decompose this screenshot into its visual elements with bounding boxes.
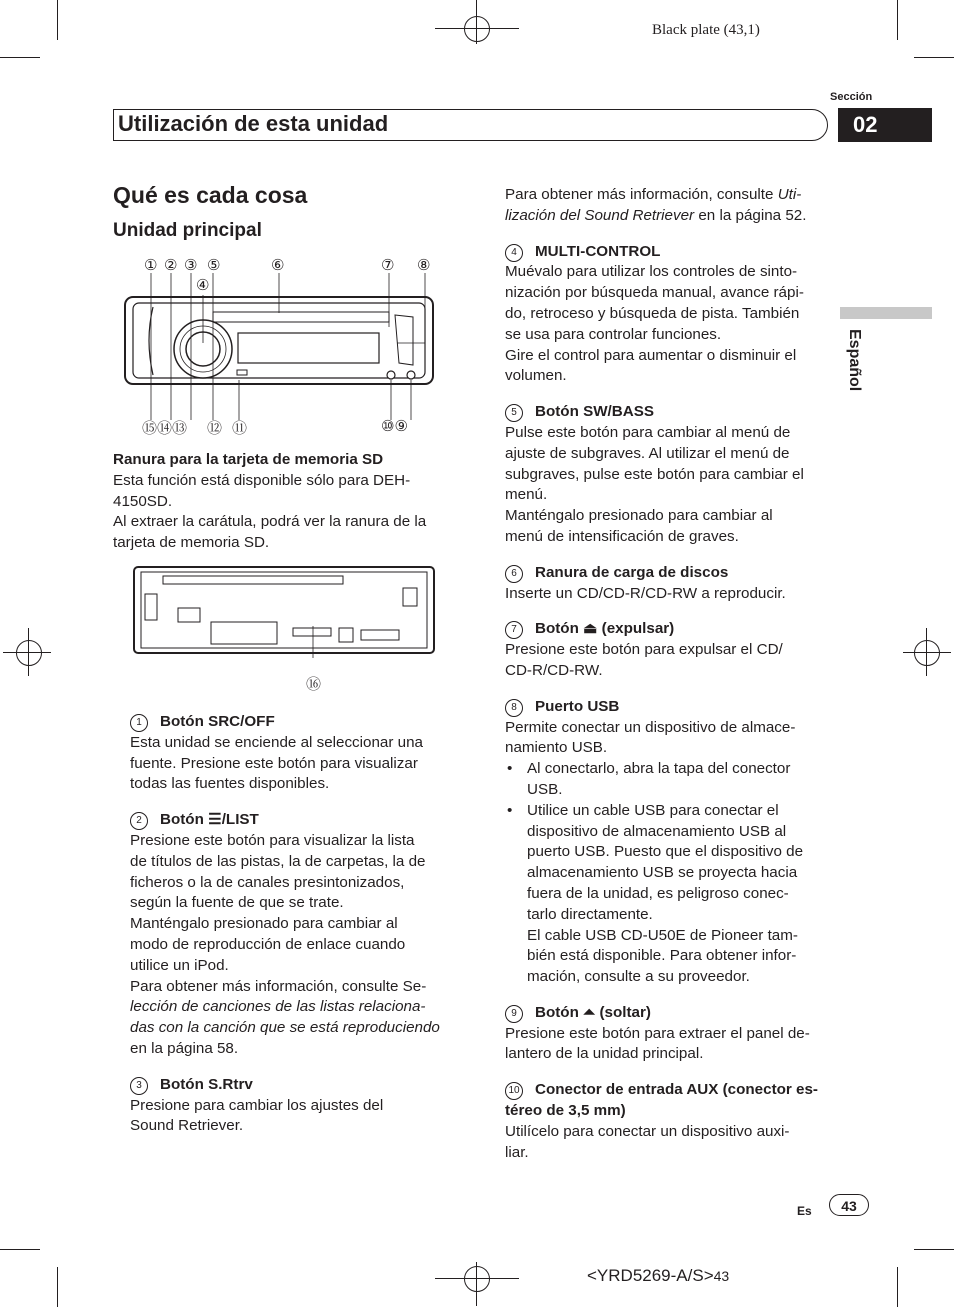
item-title: Puerto USB (535, 697, 620, 715)
item-title: téreo de 3,5 mm) (505, 1102, 626, 1120)
crop-mark (0, 1249, 40, 1250)
item-line: menú de intensificación de graves. (505, 527, 739, 545)
item-line: fuente. Presione este botón para visualizar (130, 754, 418, 772)
item-1 (130, 712, 460, 795)
crop-mark (914, 1249, 954, 1250)
chassis-drawing (133, 566, 435, 658)
bullet-line: mación, consulte a su proveedor. (527, 968, 750, 986)
item-number: 6 (505, 565, 523, 583)
item-line: Presione este botón para extraer el panel de- (505, 1024, 810, 1042)
item-line: de títulos de las pistas, la de carpetas, la de (130, 852, 426, 870)
callout-11: ⑪ (232, 419, 248, 437)
callout-16: ⑯ (306, 675, 322, 693)
item-line: CD-R/CD-RW. (505, 661, 603, 679)
item-line: Inserte un CD/CD-R/CD-RW a reproducir. (505, 584, 786, 602)
item-line: ajuste de subgraves. Al utilizar el menú de (505, 444, 790, 462)
sd-line: tarjeta de memoria SD. (113, 534, 270, 552)
bullet-line: tarlo directamente. (527, 905, 653, 923)
section-label: Sección (830, 91, 873, 103)
section-number: 02 (838, 108, 932, 142)
item-title: Botón SW/BASS (535, 403, 654, 421)
item-title: Botón ⏏ (expulsar) (535, 620, 675, 638)
item-3 (130, 1075, 460, 1137)
item-line: en la página 58. (130, 1039, 239, 1057)
item-number: 5 (505, 404, 523, 422)
page-title: Qué es cada cosa (113, 182, 308, 208)
item-title: Botón ⏶ (soltar) (535, 1003, 651, 1021)
item-line: utilice un iPod. (130, 956, 229, 974)
item-line: Utilícelo para conectar un dispositivo auxi- (505, 1122, 790, 1140)
item-7 (505, 619, 835, 681)
left-items (130, 712, 460, 1152)
item-line: ficheros o la de canales presintonizados, (130, 873, 405, 891)
item-title: Botón S.Rtrv (160, 1075, 253, 1093)
crop-mark (57, 0, 58, 40)
bullet-item (505, 801, 835, 988)
language-label: Español (846, 329, 863, 392)
sd-line: Esta función está disponible sólo para DEH- (113, 471, 411, 489)
item-line: namiento USB. (505, 739, 608, 757)
item-number: 9 (505, 1005, 523, 1023)
intro-italic: Uti- (777, 186, 802, 203)
item-number: 3 (130, 1077, 148, 1095)
crop-mark (897, 1267, 898, 1307)
page-number: 43 (829, 1194, 869, 1216)
section-title: Utilización de esta unidad (118, 111, 389, 136)
crop-mark (0, 57, 40, 58)
item-line: Esta unidad se enciende al seleccionar una (130, 733, 423, 751)
bullet-line: • Al conectarlo, abra la tapa del conector (527, 760, 791, 778)
callout-8: ⑧ (417, 256, 431, 274)
intro-italic: lización del Sound Retriever (505, 206, 695, 224)
language-tab (840, 307, 932, 319)
item-line: Para obtener más información, consulte Se- (130, 977, 427, 995)
bullet-line: puerto USB. Puesto que el dispositivo de (527, 843, 804, 861)
model-text: <YRD5269-A/S> (587, 1266, 714, 1285)
bullet-line: USB. (527, 780, 563, 798)
model-code (587, 1266, 729, 1286)
item-number: 4 (505, 244, 523, 262)
sd-title: Ranura para la tarjeta de memoria SD (113, 451, 384, 468)
item-line: volumen. (505, 367, 567, 385)
item-line: Gire el control para aumentar o disminuir el (505, 346, 797, 364)
item-line: modo de reproducción de enlace cuando (130, 935, 406, 953)
callout-3: ③ (184, 256, 198, 274)
page-subtitle: Unidad principal (113, 220, 262, 241)
item-9 (505, 1003, 835, 1065)
item-2 (130, 810, 460, 1060)
item-10 (505, 1080, 835, 1163)
item-line: todas las fuentes disponibles. (130, 775, 330, 793)
item-line: menú. (505, 486, 548, 504)
bullet-line: dispositivo de almacenamiento USB al (527, 822, 787, 840)
item-title: Botón ☰/LIST (160, 811, 259, 829)
item-line-italic: das con la canción que se está reproduciendo (130, 1019, 440, 1037)
item-number: 7 (505, 621, 523, 639)
head-unit-figure (113, 255, 443, 440)
bullet-line: fuera de la unidad, es peligroso conec- (527, 884, 789, 902)
sd-line: 4150SD. (113, 492, 173, 510)
item-title: MULTI-CONTROL (535, 242, 661, 260)
item-title: Botón SRC/OFF (160, 713, 275, 730)
item-line: lantero de la unidad principal. (505, 1045, 704, 1063)
bullet-line: bién está disponible. Para obtener infor- (527, 947, 797, 965)
callout-1: ① (144, 256, 158, 274)
item-number: 10 (505, 1082, 523, 1100)
item-line: liar. (505, 1143, 529, 1161)
item-4 (505, 242, 835, 388)
head-unit-drawing (113, 255, 443, 440)
item-title: Ranura de carga de discos (535, 563, 729, 581)
callout-7: ⑦ (381, 256, 395, 274)
model-page: 43 (713, 1268, 730, 1284)
bullet-line: • Utilice un cable USB para conectar el (527, 801, 779, 819)
item-line: Sound Retriever. (130, 1117, 244, 1135)
right-items (505, 185, 835, 1178)
item-8 (505, 697, 835, 988)
item-line: Pulse este botón para cambiar al menú de (505, 423, 791, 441)
item-line: Permite conectar un dispositivo de almace- (505, 718, 796, 736)
right-intro (505, 185, 835, 227)
bullet-line: El cable USB CD-U50E de Pioneer tam- (527, 926, 798, 944)
bullet-item (505, 759, 835, 801)
bullet-line: almacenamiento USB se proyecta hacia (527, 864, 798, 882)
crop-mark (57, 1267, 58, 1307)
plate-label: Black plate (43,1) (652, 22, 760, 38)
chassis-figure (133, 566, 435, 658)
sd-line: Al extraer la carátula, podrá ver la ranura de la (113, 513, 427, 531)
bullet-list (505, 759, 835, 988)
crop-mark (914, 57, 954, 58)
callout-15-14-13: ⑮⑭⑬ (142, 419, 188, 437)
item-line: nización por búsqueda manual, avance rápi- (505, 284, 804, 302)
item-title: Conector de entrada AUX (conector es- (535, 1081, 818, 1099)
item-line: se usa para controlar funciones. (505, 325, 722, 343)
language-code: Es (797, 1204, 812, 1218)
item-line: Manténgalo presionado para cambiar al (505, 507, 773, 525)
callout-5: ⑤ (207, 256, 221, 274)
item-line: Muévalo para utilizar los controles de sinto- (505, 263, 798, 281)
item-line: Manténgalo presionado para cambiar al (130, 915, 398, 933)
intro-text: en la página 52. (698, 206, 807, 224)
item-number: 2 (130, 812, 148, 830)
item-number: 1 (130, 714, 148, 732)
callout-6: ⑥ (271, 256, 285, 274)
item-line: do, retroceso y búsqueda de pista. También (505, 304, 800, 322)
item-line: según la fuente de que se trate. (130, 894, 344, 912)
callout-10-9: ⑩⑨ (381, 417, 408, 435)
callout-12: ⑫ (207, 419, 223, 437)
item-line: subgraves, pulse este botón para cambiar el (505, 465, 804, 483)
item-line: Presione este botón para expulsar el CD/ (505, 641, 783, 659)
callout-2: ② (164, 256, 178, 274)
intro-text: Para obtener más información, consulte (505, 186, 774, 203)
item-line: Presione este botón para visualizar la lista (130, 831, 415, 849)
crop-mark (897, 0, 898, 40)
item-line-italic: lección de canciones de las listas relaciona- (130, 998, 426, 1016)
item-line: Presione para cambiar los ajustes del (130, 1096, 384, 1114)
sd-section (113, 450, 458, 554)
item-number: 8 (505, 699, 523, 717)
item-5 (505, 402, 835, 548)
callout-4: ④ (196, 276, 210, 294)
item-6 (505, 563, 835, 605)
